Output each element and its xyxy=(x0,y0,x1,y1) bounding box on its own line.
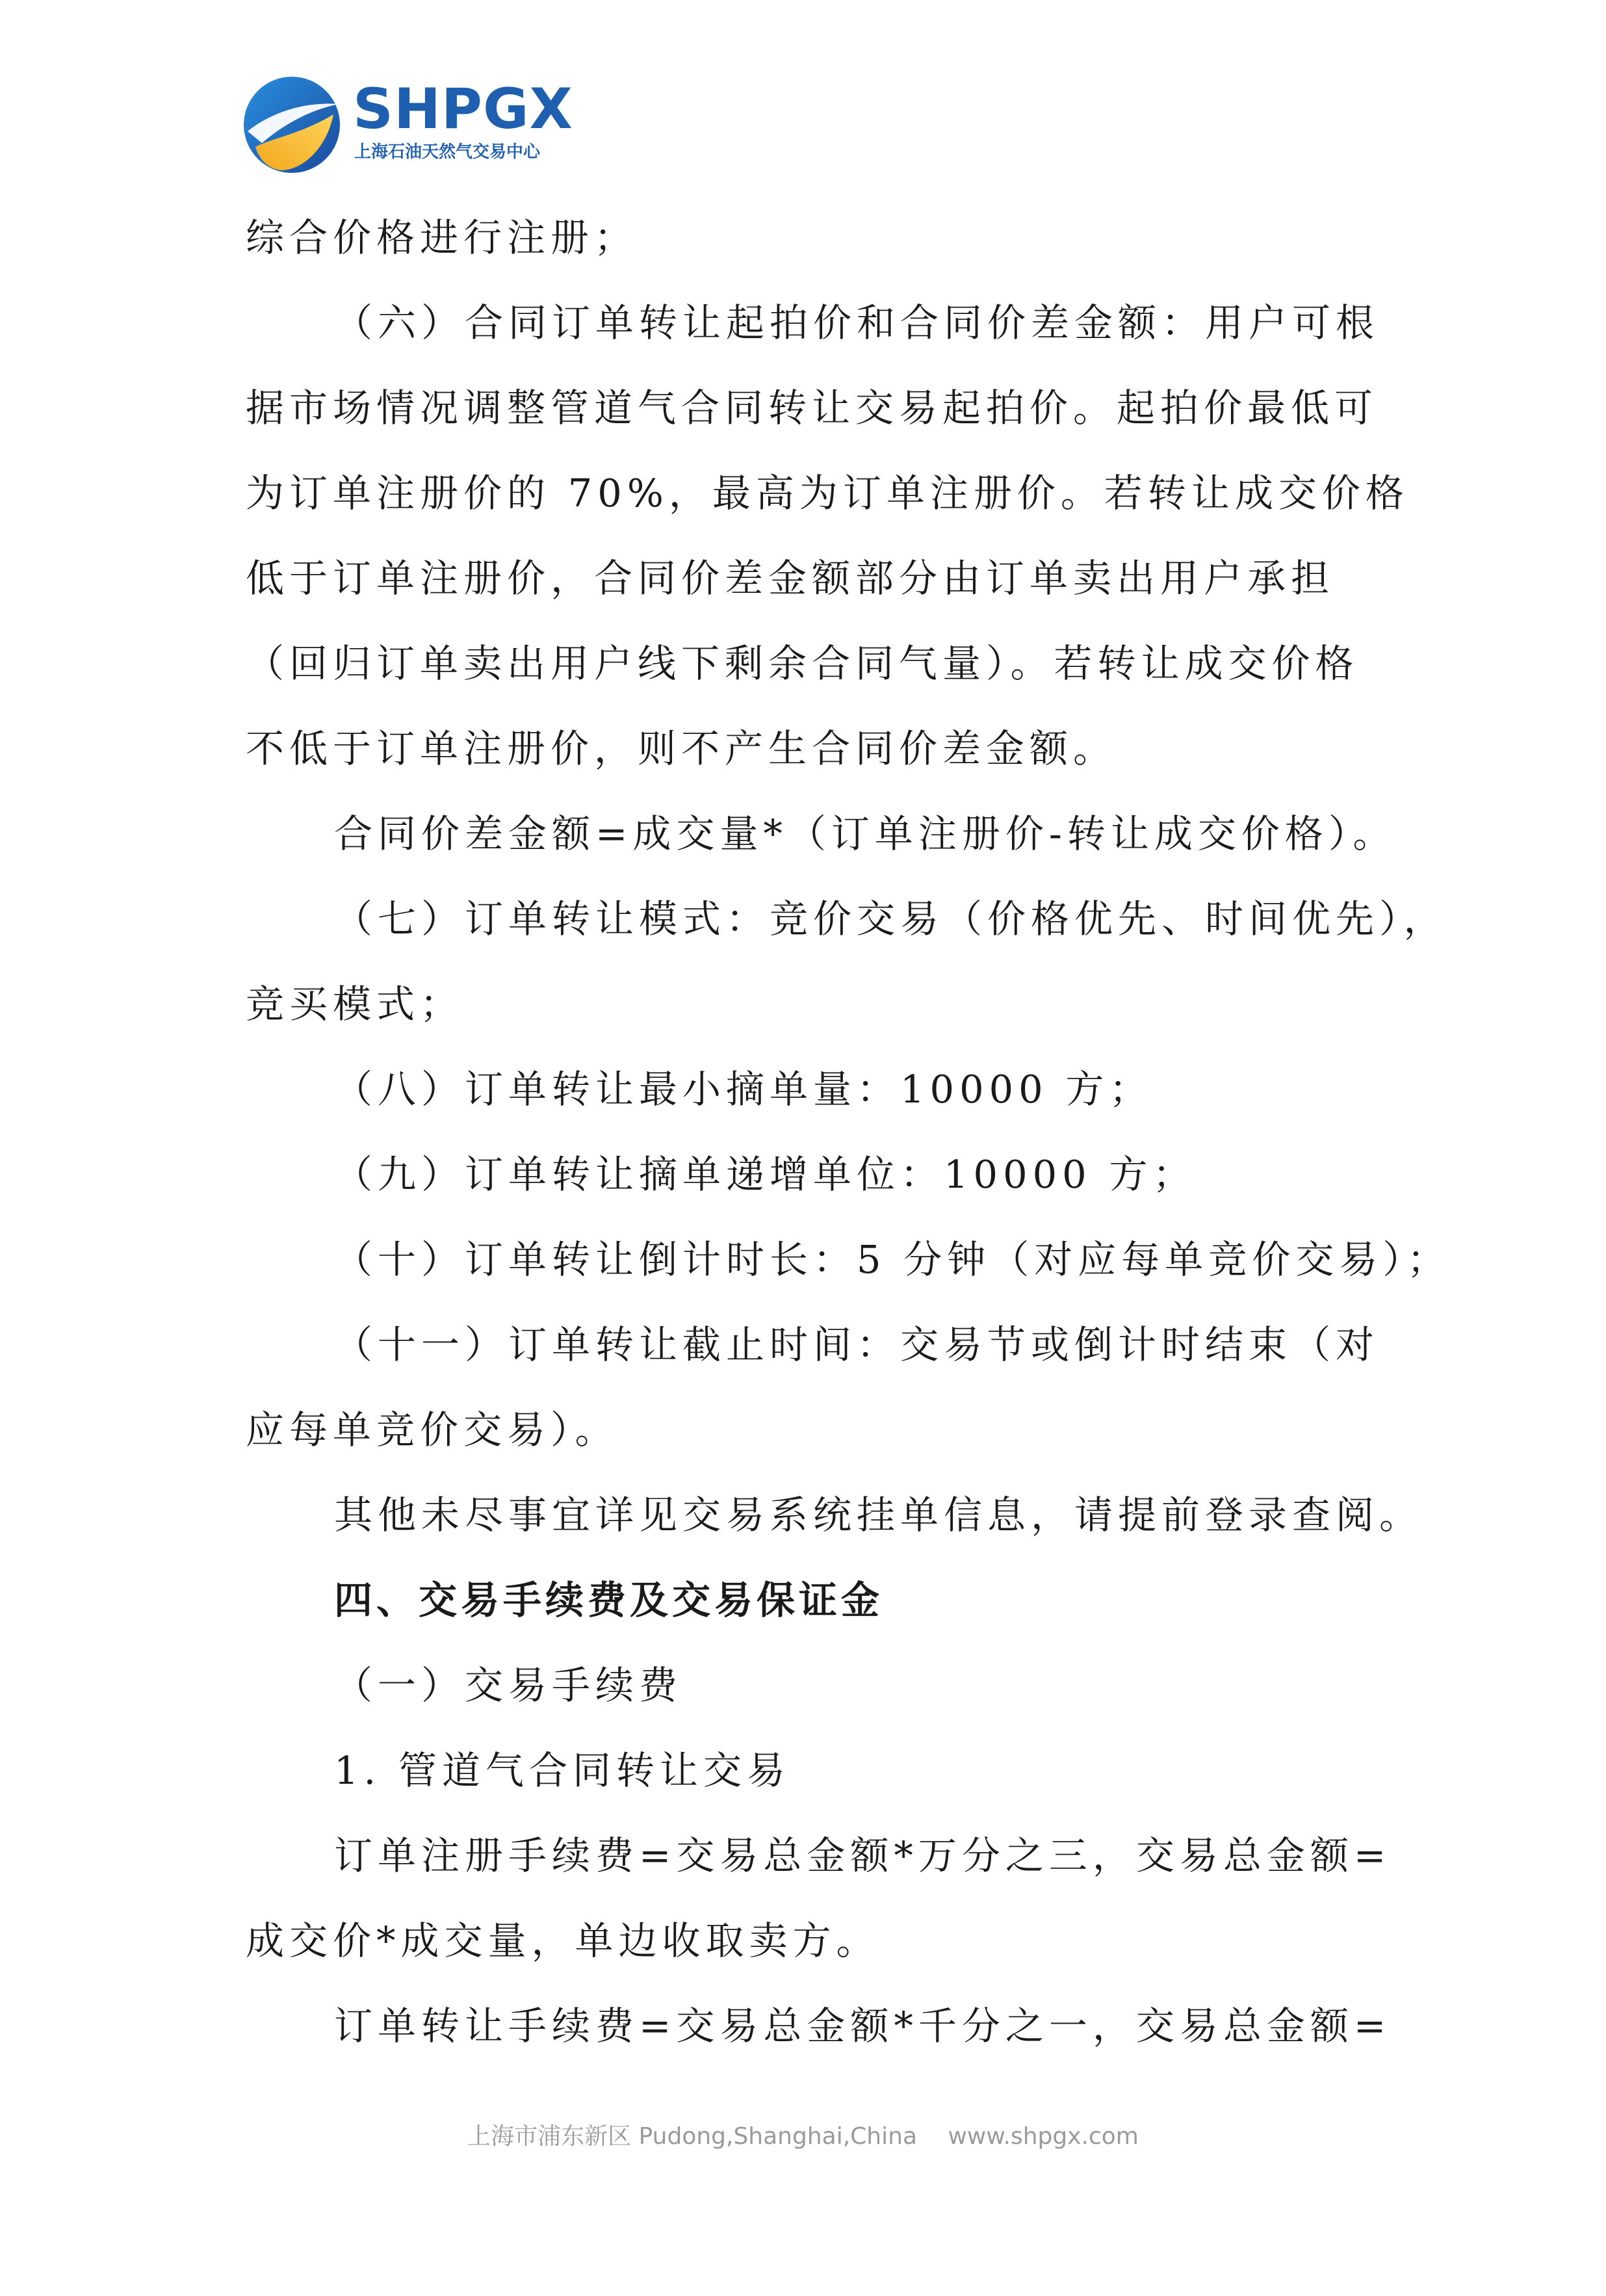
logo-wordmark: SHPGX xyxy=(353,77,573,142)
body-line: 为订单注册价的 70%，最高为订单注册价。若转让成交价格 xyxy=(246,471,1409,515)
body-line: （十一）订单转让截止时间：交易节或倒计时结束（对 xyxy=(334,1322,1380,1367)
body-line: （十）订单转让倒计时长：5 分钟（对应每单竞价交易）； xyxy=(334,1237,1451,1282)
subsection-heading: （一）交易手续费 xyxy=(334,1663,683,1708)
body-line: 不低于订单注册价，则不产生合同价差金额。 xyxy=(246,726,1117,771)
body-line: 其他未尽事宜详见交易系统挂单信息，请提前登录查阅。 xyxy=(334,1493,1423,1537)
body-line: 据市场情况调整管道气合同转让交易起拍价。起拍价最低可 xyxy=(246,385,1379,430)
body-line: 低于订单注册价，合同价差金额部分由订单卖出用户承担 xyxy=(246,556,1335,601)
body-line: （八）订单转让最小摘单量：10000 方； xyxy=(334,1067,1153,1112)
item-heading: 1. 管道气合同转让交易 xyxy=(334,1748,791,1793)
footer-address: 上海市浦东新区 Pudong,Shanghai,China xyxy=(467,2123,918,2150)
body-line: 综合价格进行注册； xyxy=(246,215,638,260)
footer-website: www.shpgx.com xyxy=(948,2123,1139,2150)
body-line: （六）合同订单转让起拍价和合同价差金额：用户可根 xyxy=(334,300,1380,345)
formula-line: 订单转让手续费=交易总金额*千分之一，交易总金额= xyxy=(334,2003,1392,2048)
body-line: （九）订单转让摘单递增单位：10000 方； xyxy=(334,1152,1197,1197)
formula-line: 合同价差金额=成交量*（订单注册价-转让成交价格）。 xyxy=(334,811,1397,856)
page-footer xyxy=(0,2118,1606,2151)
body-line: 竞买模式； xyxy=(246,982,464,1026)
shpgx-logo-icon xyxy=(242,75,341,174)
body-line: （回归订单卖出用户线下剩余合同气量）。若转让成交价格 xyxy=(246,641,1359,686)
formula-line: 订单注册手续费=交易总金额*万分之三，交易总金额= xyxy=(334,1833,1392,1878)
shpgx-logo xyxy=(242,70,580,181)
section-heading: 四、交易手续费及交易保证金 xyxy=(334,1578,884,1623)
logo-subtitle: 上海石油天然气交易中心 xyxy=(354,142,541,162)
document-body xyxy=(246,195,1451,2068)
body-line: 成交价*成交量，单边收取卖方。 xyxy=(246,1918,880,1963)
body-line: 应每单竞价交易）。 xyxy=(246,1407,619,1452)
body-line: （七）订单转让模式：竞价交易（价格优先、时间优先）， xyxy=(334,896,1447,941)
